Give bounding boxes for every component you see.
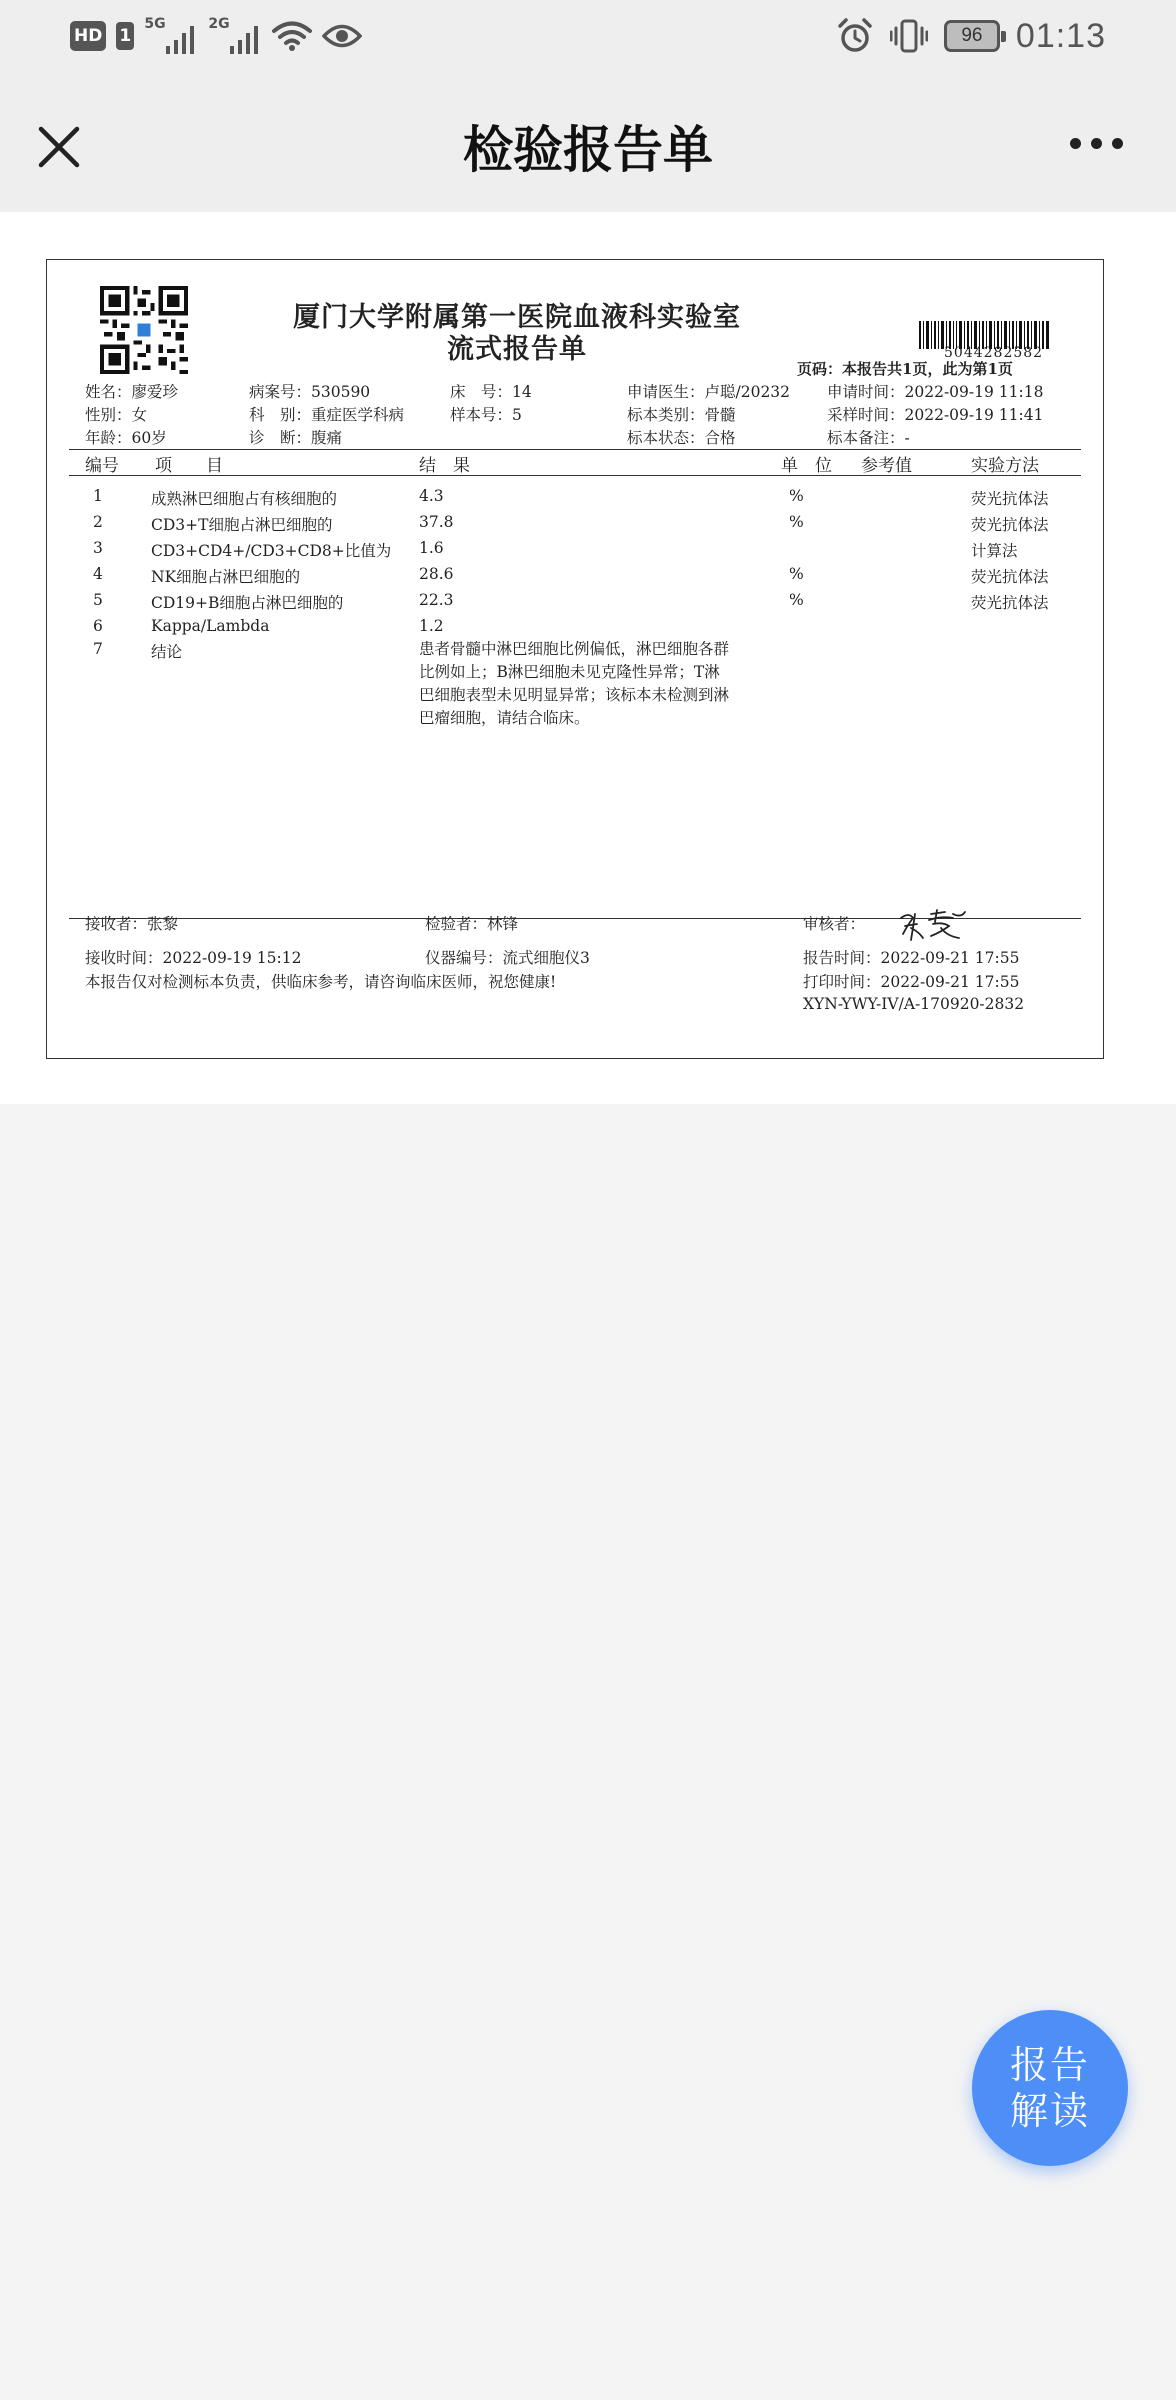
row-1-unit: %	[789, 487, 804, 505]
status-left	[70, 18, 362, 54]
battery-icon	[944, 20, 1000, 52]
hd-badge: HD	[70, 21, 106, 51]
col-header-reference: 参考值	[861, 456, 912, 476]
collect-time: 采样时间：2022-09-19 11:41	[827, 406, 1044, 424]
status-right	[836, 14, 1106, 58]
conclusion-text: 患者骨髓中淋巴细胞比例偏低，淋巴细胞各群比例如上；B淋巴细胞未见克隆性异常；T淋巴细胞表型未见明显异常；该标本未检测到淋巴瘤细胞，请结合临床。	[419, 640, 730, 727]
row-2-unit: %	[789, 513, 804, 531]
more-dot-icon	[1070, 138, 1081, 149]
instrument-number: 仪器编号：流式细胞仪3	[425, 949, 590, 967]
row-6-result: 1.2	[419, 617, 444, 635]
barcode-number: 5044282582	[944, 345, 1044, 361]
col-header-method: 实验方法	[971, 456, 1039, 476]
requesting-doctor: 申请医生：卢聪/20232	[627, 383, 791, 401]
report-image[interactable]	[46, 259, 1104, 1059]
report-interpretation-button[interactable]	[972, 2010, 1128, 2166]
row-5-method: 荧光抗体法	[971, 594, 1049, 612]
row-4-method: 荧光抗体法	[971, 568, 1049, 586]
department: 科 别：重症医学科病	[249, 406, 405, 424]
tester: 检验者：林锋	[425, 915, 519, 933]
diagnosis: 诊 断：腹痛	[249, 429, 343, 447]
qr-code-icon	[100, 286, 188, 374]
patient-age: 年龄：60岁	[85, 429, 167, 447]
row-7-no: 7	[93, 640, 103, 658]
clock: 01:13	[1015, 16, 1106, 55]
row-1-method: 荧光抗体法	[971, 490, 1049, 508]
bed-number: 床 号：14	[450, 383, 532, 401]
table-top-rule	[69, 449, 1081, 450]
reviewer: 审核者：	[803, 915, 866, 933]
eye-icon	[322, 21, 362, 51]
patient-gender: 性别：女	[85, 406, 148, 424]
print-time: 打印时间：2022-09-21 17:55	[803, 973, 1020, 991]
receiver: 接收者：张黎	[85, 915, 179, 933]
row-1-item: 成熟淋巴细胞占有核细胞的	[151, 490, 338, 508]
title-bar	[0, 72, 1176, 212]
report-viewer	[0, 212, 1176, 1104]
row-2-method: 荧光抗体法	[971, 516, 1049, 534]
col-header-result: 结 果	[419, 456, 470, 476]
row-5-no: 5	[93, 591, 103, 609]
case-number: 病案号：530590	[249, 383, 371, 401]
page-info: 页码：本报告共1页，此为第1页	[797, 360, 1013, 378]
report-subtitle: 流式报告单	[447, 334, 587, 365]
row-6-item: Kappa/Lambda	[151, 617, 270, 635]
more-dot-icon	[1112, 138, 1123, 149]
row-2-result: 37.8	[419, 513, 454, 531]
sample-state: 标本状态：合格	[627, 429, 736, 447]
row-3-no: 3	[93, 539, 103, 557]
network-type-2g: 2G	[208, 16, 230, 32]
report-interpretation-label: 报告解读	[1009, 2043, 1090, 2133]
report-time: 报告时间：2022-09-21 17:55	[803, 949, 1020, 967]
network-type-5g: 5G	[144, 16, 166, 32]
row-1-no: 1	[93, 487, 103, 505]
wifi-icon	[272, 20, 312, 52]
sample-number: 样本号：5	[450, 406, 522, 424]
row-6-no: 6	[93, 617, 103, 635]
row-2-no: 2	[93, 513, 103, 531]
row-4-unit: %	[789, 565, 804, 583]
document-code: XYN-YWY-IV/A-170920-2832	[803, 995, 1025, 1013]
sample-remark: 标本备注：-	[827, 429, 910, 447]
patient-name: 姓名：廖爱珍	[85, 383, 179, 401]
row-4-no: 4	[93, 565, 103, 583]
disclaimer: 本报告仅对检测标本负责，供临床参考，请咨询临床医师，祝您健康!	[85, 973, 557, 991]
col-header-item: 项 目	[155, 456, 223, 476]
row-3-method: 计算法	[971, 542, 1018, 560]
row-5-result: 22.3	[419, 591, 454, 609]
col-header-no: 编号	[85, 456, 119, 476]
report-header	[247, 302, 787, 366]
row-2-item: CD3+T细胞占淋巴细胞的	[151, 516, 333, 534]
row-5-unit: %	[789, 591, 804, 609]
signal-5g-icon	[144, 18, 198, 54]
battery-level: 96	[961, 25, 983, 46]
receive-time: 接收时间：2022-09-19 15:12	[85, 949, 302, 967]
row-3-result: 1.6	[419, 539, 444, 557]
row-4-item: NK细胞占淋巴细胞的	[151, 568, 301, 586]
sim-slot-badge: 1	[116, 22, 134, 50]
table-header-rule	[69, 475, 1081, 476]
vibrate-icon	[890, 18, 928, 54]
row-3-item: CD3+CD4+/CD3+CD8+比值为	[151, 542, 392, 560]
apply-time: 申请时间：2022-09-19 11:18	[827, 383, 1044, 401]
alarm-icon	[836, 17, 874, 55]
reviewer-signature	[897, 908, 971, 944]
status-bar	[0, 0, 1176, 72]
signal-2g-icon	[208, 18, 262, 54]
row-5-item: CD19+B细胞占淋巴细胞的	[151, 594, 344, 612]
sample-type: 标本类别：骨髓	[627, 406, 736, 424]
row-4-result: 28.6	[419, 565, 454, 583]
col-header-unit: 单 位	[781, 456, 832, 476]
row-7-item: 结论	[151, 643, 183, 661]
row-1-result: 4.3	[419, 487, 444, 505]
more-dot-icon	[1091, 138, 1102, 149]
hospital-name: 厦门大学附属第一医院血液科实验室	[293, 302, 741, 333]
more-options-button[interactable]	[1056, 118, 1136, 168]
page-title: 检验报告单	[463, 121, 713, 179]
